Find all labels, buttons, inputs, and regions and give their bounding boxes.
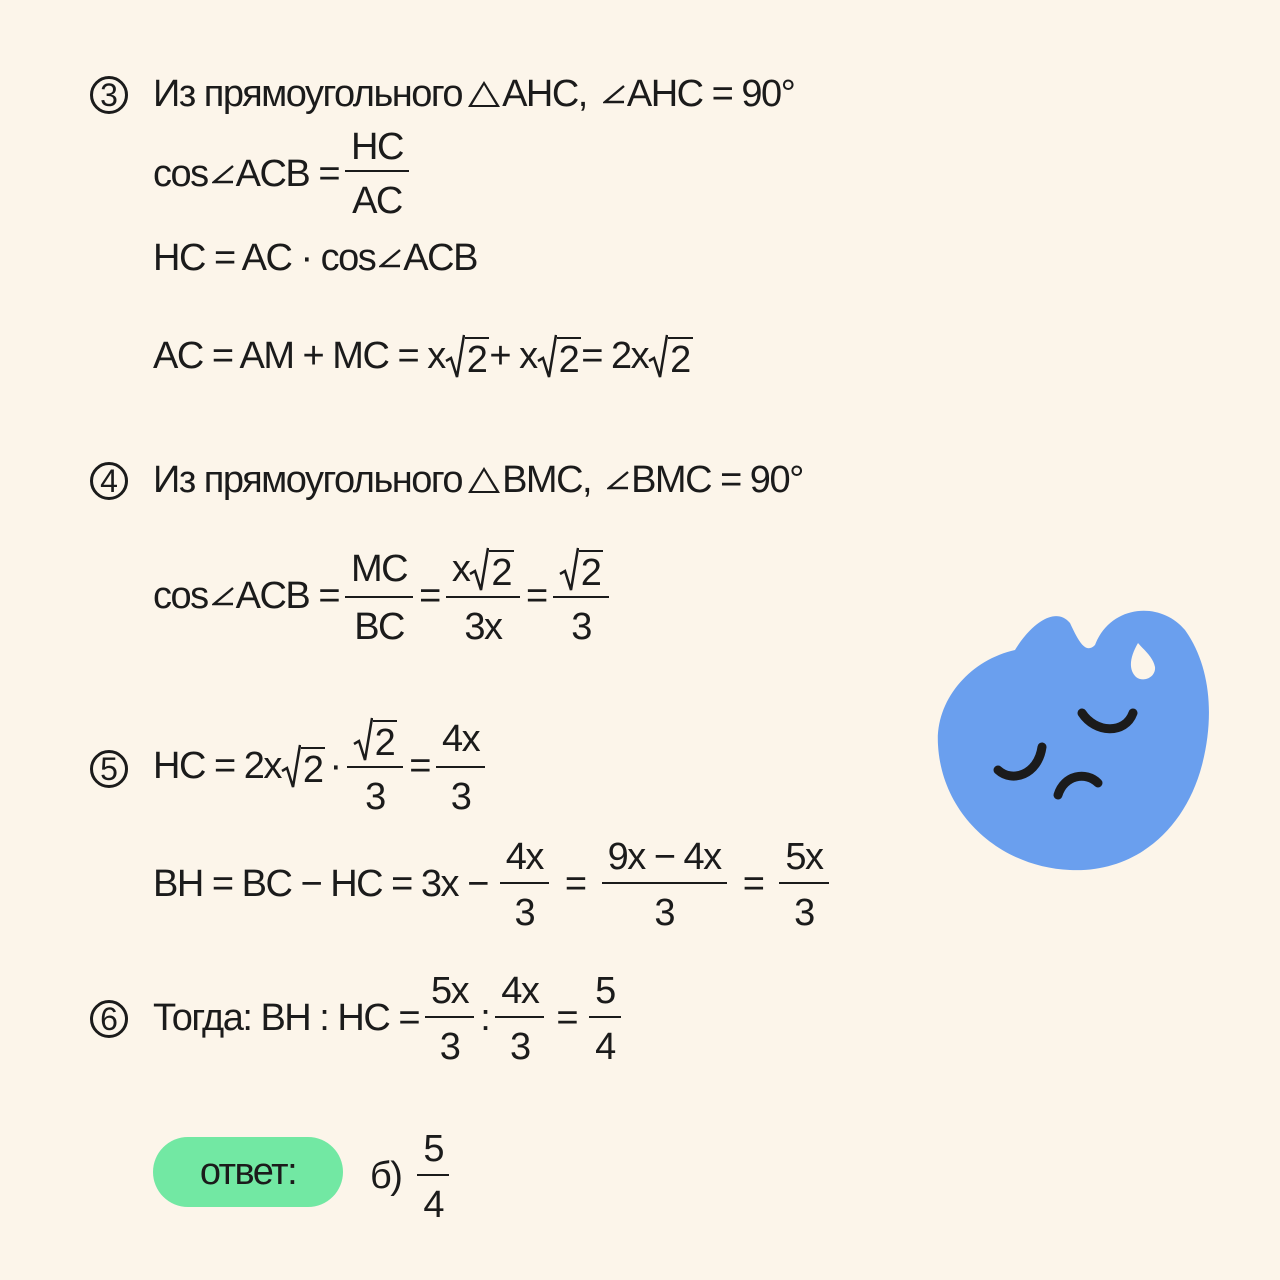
formula-text: + x — [489, 334, 537, 377]
denominator: 3 — [654, 892, 674, 934]
fraction — [345, 546, 413, 646]
colon: : — [480, 996, 490, 1039]
ac-formula — [153, 326, 693, 386]
denominator: 3 — [450, 776, 471, 818]
answer-label: ответ: — [199, 1150, 297, 1193]
angle-icon — [603, 84, 625, 104]
triangle-name: BMC, — [502, 458, 592, 501]
ratio-formula — [153, 970, 623, 1066]
bh-formula — [153, 836, 831, 932]
numerator: 5 — [423, 1128, 444, 1170]
numerator: 5x — [785, 836, 823, 878]
equals: = — [742, 862, 764, 905]
angle-icon — [212, 586, 234, 606]
fraction — [500, 836, 549, 932]
denominator: 3 — [365, 776, 385, 818]
equals: = — [564, 862, 586, 905]
step-number: 3 — [90, 76, 128, 114]
radicand: 2 — [579, 550, 604, 592]
denominator: 3 — [794, 892, 814, 934]
heading-text: Из прямоугольного — [153, 458, 463, 501]
formula-text: HC = AC · cos — [153, 236, 376, 279]
sqrt — [281, 743, 326, 789]
denominator: AC — [352, 180, 402, 222]
cos-label: cos — [153, 574, 208, 617]
fraction — [347, 716, 404, 816]
formula-text: Тогда: BH : HC = — [153, 996, 420, 1039]
step-number: 6 — [90, 1000, 128, 1038]
hc-result — [153, 716, 487, 816]
angle-value: AHC = 90° — [626, 72, 795, 115]
fraction — [436, 716, 485, 816]
formula-text: = 2x — [581, 334, 649, 377]
angle-label: ACB = — [235, 574, 340, 617]
numerator: HC — [351, 126, 403, 168]
denominator: BC — [354, 606, 404, 648]
angle-icon — [607, 470, 629, 490]
fraction — [446, 546, 520, 646]
step-number: 4 — [90, 462, 128, 500]
numerator: 4x — [441, 718, 480, 760]
sad-blob-mascot-icon — [930, 595, 1210, 875]
radicand: 2 — [557, 337, 582, 379]
radicand: 2 — [489, 550, 514, 592]
denominator: 3 — [514, 892, 535, 934]
numerator — [347, 716, 404, 766]
sqrt — [469, 546, 514, 592]
sqrt — [648, 333, 693, 379]
equals: = — [525, 574, 547, 617]
radicand: 2 — [465, 337, 490, 379]
answer-badge — [153, 1137, 343, 1207]
fraction — [779, 836, 828, 932]
sqrt — [445, 333, 490, 379]
num-x: x — [451, 548, 470, 590]
numerator: MC — [351, 548, 408, 590]
sqrt — [537, 333, 582, 379]
sqrt — [353, 716, 398, 762]
numerator: 4x — [505, 836, 543, 878]
answer-value — [370, 1128, 451, 1224]
answer-option: б) — [370, 1154, 402, 1197]
cos-formula-2 — [153, 546, 611, 646]
denominator: 3x — [464, 606, 502, 648]
cos-formula-1 — [153, 128, 411, 220]
angle-icon — [379, 248, 401, 268]
fraction — [417, 1128, 449, 1224]
denominator: 3 — [439, 1026, 460, 1068]
step-4-heading — [153, 450, 803, 510]
dot: · — [329, 744, 341, 787]
denominator: 3 — [510, 1026, 530, 1068]
step-number: 5 — [90, 750, 128, 788]
numerator: 5x — [431, 970, 469, 1012]
fraction — [589, 970, 621, 1066]
equals: = — [419, 574, 440, 617]
numerator: 9x − 4x — [607, 836, 721, 878]
cos-label: cos — [153, 152, 208, 195]
radicand: 2 — [301, 747, 326, 789]
fraction — [345, 128, 409, 220]
angle-icon — [212, 164, 234, 184]
radicand: 2 — [373, 720, 398, 762]
triangle-name: AHC, — [502, 72, 587, 115]
formula-text: ACB — [403, 236, 477, 279]
numerator: 4x — [501, 970, 539, 1012]
heading-text: Из прямоугольного — [153, 72, 463, 115]
triangle-icon — [468, 81, 500, 107]
fraction — [495, 970, 544, 1066]
mascot-body — [938, 611, 1209, 870]
denominator: 3 — [571, 606, 591, 648]
angle-label: ACB = — [235, 152, 340, 195]
radicand: 2 — [668, 337, 693, 379]
equals: = — [409, 744, 430, 787]
fraction — [602, 836, 727, 932]
equals: = — [556, 996, 578, 1039]
numerator — [446, 546, 520, 596]
fraction — [553, 546, 610, 646]
formula-text: HC = 2x — [153, 744, 281, 787]
hc-formula — [153, 228, 477, 288]
denominator: 4 — [595, 1026, 615, 1068]
step-3-heading — [153, 64, 794, 124]
formula-text: AC = AM + MC = x — [153, 334, 445, 377]
numerator — [553, 546, 610, 596]
formula-text: BH = BC − HC = 3x − — [153, 862, 488, 905]
numerator: 5 — [595, 970, 615, 1012]
denominator: 4 — [423, 1184, 444, 1226]
angle-value: BMC = 90° — [631, 458, 803, 501]
sqrt — [559, 546, 604, 592]
fraction — [425, 970, 474, 1066]
triangle-icon — [468, 467, 500, 493]
